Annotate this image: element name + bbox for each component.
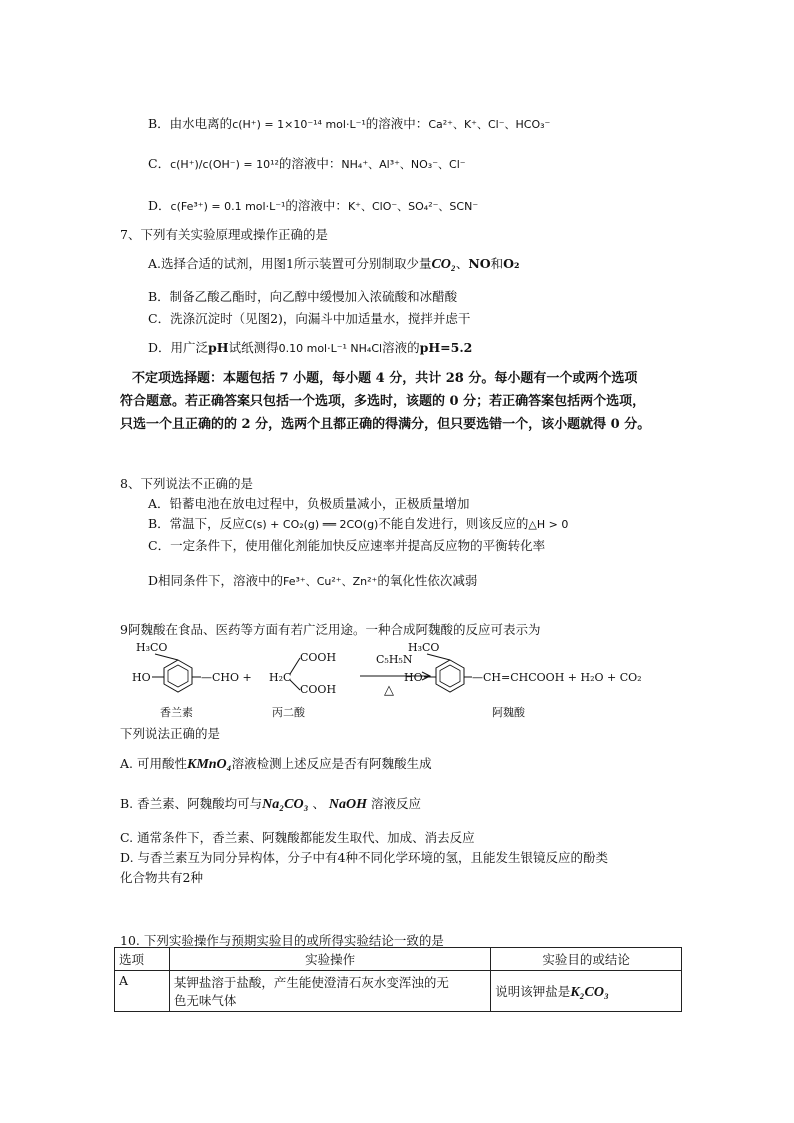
- text: 溶液反应: [367, 796, 422, 811]
- text: 、: [455, 256, 469, 271]
- h3co-label: H₃CO: [136, 641, 168, 654]
- formula: 0.10 mol·L⁻¹ NH₄Cl: [278, 342, 383, 355]
- h2c-label: H₂C: [269, 671, 292, 684]
- table-cell-result: [491, 971, 682, 1012]
- table-cell-option: A: [115, 971, 170, 1012]
- text: D．用广泛: [148, 340, 209, 355]
- product-label: —CH=CHCOOH + H₂O + CO₂: [472, 671, 642, 684]
- q8-stem: 8、下列说法不正确的是: [120, 476, 253, 491]
- text: 溶液检测上述反应是否有阿魏酸生成: [231, 756, 432, 771]
- text: 的溶液中：: [285, 198, 348, 213]
- formula: c(Fe³⁺) = 0.1 mol·L⁻¹: [170, 200, 286, 213]
- vanillin-label: 香兰素: [160, 706, 193, 719]
- text: 溶液的: [382, 340, 420, 355]
- text: 、: [308, 796, 329, 811]
- table-row: [115, 971, 682, 1012]
- ions: Fe³⁺、Cu²⁺、Zn²⁺: [283, 575, 378, 588]
- table-cell-operation: [169, 971, 490, 1012]
- q6-option-b: [148, 114, 550, 132]
- cell-line: 色无味气体: [173, 993, 237, 1008]
- formula: K₂CO₃: [570, 984, 609, 1000]
- q6-option-d: [148, 196, 478, 214]
- reaction-scheme: [120, 638, 680, 720]
- formula: KMnO₄: [186, 757, 232, 772]
- q9-option-c: C. 通常条件下，香兰素、阿魏酸都能发生取代、加成、消去反应: [120, 830, 475, 845]
- q8-option-b: [148, 514, 568, 532]
- q8-option-d: [148, 571, 477, 589]
- q8-option-c: C．一定条件下，使用催化剂能加快反应速率并提高反应物的平衡转化率: [148, 538, 546, 553]
- table-header-cell: 实验目的或结论: [491, 948, 682, 971]
- option-label: B．由水电离的: [148, 116, 233, 131]
- formula: c(H⁺)/c(OH⁻) = 10¹²: [170, 158, 279, 171]
- q7-option-d: [148, 338, 472, 356]
- ions: K⁺、ClO⁻、SO₄²⁻、SCN⁻: [347, 200, 479, 213]
- formula: NaOH: [328, 797, 368, 812]
- formula: O₂: [503, 256, 520, 271]
- cooh-bottom-label: COOH: [300, 683, 337, 696]
- text: B. 香兰素、阿魏酸均可与: [120, 796, 263, 811]
- table-header-cell: 选项: [115, 948, 170, 971]
- catalyst-label: C₅H₅N: [376, 653, 413, 666]
- option-label: C．: [148, 156, 171, 171]
- q9-option-b: [120, 794, 421, 813]
- text: 和: [490, 256, 504, 271]
- ferulic-label: 阿魏酸: [492, 706, 525, 719]
- q9-stem: 9阿魏酸在食品、医药等方面有若广泛用途。一种合成阿魏酸的反应可表示为: [120, 622, 541, 637]
- section-instructions: [120, 367, 680, 436]
- text: 的溶液中：: [278, 156, 342, 171]
- q6-option-c: [148, 154, 466, 172]
- instruction-line: 符合题意。若正确答案只包括一个选项，多选时，该题的 0 分；若正确答案包括两个选项，: [120, 394, 646, 409]
- formula: △H > 0: [528, 518, 569, 531]
- q9-option-d-line1: D. 与香兰素互为同分异构体，分子中有4种不同化学环境的氢，且能发生银镜反应的酚类: [120, 850, 608, 865]
- formula: c(H⁺) = 1×10⁻¹⁴ mol·L⁻¹: [232, 118, 366, 131]
- text: 的氧化性依次减弱: [377, 573, 478, 588]
- instruction-line: 不定项选择题：本题包括 7 小题，每小题 4 分，共计 28 分。每小题有一个或两个选项: [132, 371, 638, 386]
- equation: C(s) + CO₂(g) ══ 2CO(g): [244, 518, 379, 531]
- text: B．常温下，反应: [148, 516, 245, 531]
- malonic-label: 丙二酸: [272, 706, 305, 719]
- result: pH=5.2: [419, 340, 473, 355]
- text: 的溶液中：: [365, 116, 429, 131]
- h3co-label-product: H₃CO: [408, 641, 440, 654]
- text: 试纸测得: [228, 340, 279, 355]
- instruction-line: 只选一个且正确的的 2 分，选两个且都正确的得满分，但只要选错一个，该小题就得 0 分。: [120, 417, 651, 432]
- ho-label-product: HO: [404, 671, 423, 684]
- q7-option-a: [148, 254, 520, 273]
- option-label: D．: [148, 198, 171, 213]
- text: D相同条件下，溶液中的: [148, 573, 284, 588]
- text: A.选择合适的试剂，用图1所示装置可分别制取少量: [148, 256, 432, 271]
- cooh-top-label: COOH: [300, 651, 337, 664]
- q8-option-a: A．铅蓄电池在放电过程中，负极质量减小，正极质量增加: [148, 496, 470, 511]
- ho-label: HO: [132, 671, 151, 684]
- table-header-row: [115, 948, 682, 971]
- q10-stem: 10. 下列实验操作与预期实验目的或所得实验结论一致的是: [120, 933, 444, 948]
- formula: CO₂: [431, 257, 456, 272]
- cho-label: —CHO +: [201, 671, 252, 684]
- q7-option-c: C．洗涤沉淀时（见图2)，向漏斗中加适量水，搅拌并虑干: [148, 311, 471, 326]
- q9-option-d-line2: 化合物共有2种: [120, 870, 203, 885]
- q9-prompt: 下列说法正确的是: [120, 726, 221, 741]
- ions: Ca²⁺、K⁺、Cl⁻、HCO₃⁻: [428, 118, 551, 131]
- text: 不能自发进行，则该反应的: [378, 516, 529, 531]
- cell-line: 某钾盐溶于盐酸，产生能使澄清石灰水变浑浊的无: [173, 975, 449, 990]
- text: 说明该钾盐是: [495, 983, 571, 999]
- formula: Na₂CO₃: [262, 797, 309, 812]
- q7-option-b: B．制备乙酸乙酯时，向乙醇中缓慢加入浓硫酸和冰醋酸: [148, 289, 458, 304]
- table-header-cell: 实验操作: [169, 948, 490, 971]
- text: pH: [208, 340, 229, 355]
- heat-symbol: △: [384, 683, 394, 698]
- ions: NH₄⁺、Al³⁺、NO₃⁻、Cl⁻: [341, 158, 466, 171]
- text: A. 可用酸性: [120, 756, 187, 771]
- q10-table: [114, 947, 682, 1012]
- q9-option-a: [120, 754, 432, 773]
- formula: NO: [468, 256, 491, 271]
- q7-stem: 7、下列有关实验原理或操作正确的是: [120, 227, 328, 242]
